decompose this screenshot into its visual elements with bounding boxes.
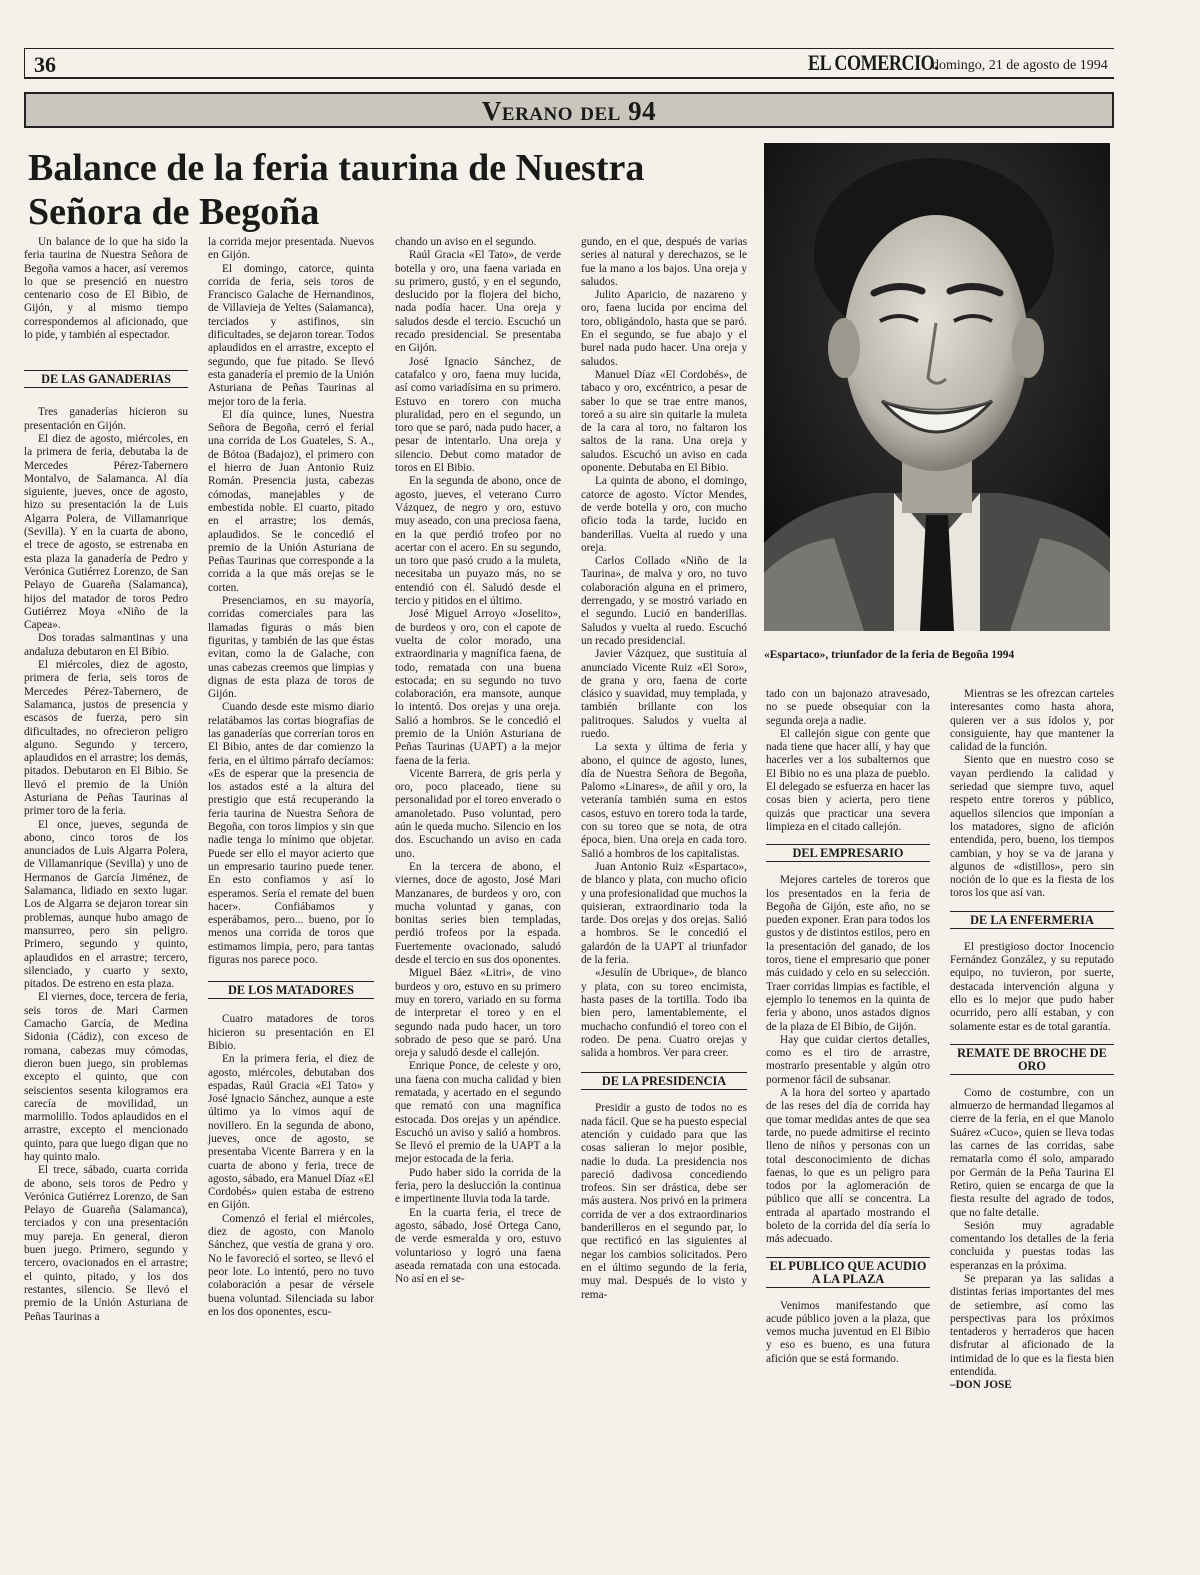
paragraph: Enrique Ponce, de celeste y oro, una faena con mucha calidad y bien rematada, y acertado en el segundo que remató con una magnífica estocada. Dos orejas y un apéndice. Escuchó un aviso y salió a hombros. Se llevó el premio de la UAPT a la mejor estocada de la feria. [395, 1060, 561, 1166]
paragraph: Siento que en nuestro coso se vayan perdiendo la calidad y seriedad que siempre tuvo, aquel respeto entre toreros y público, aquellos silencios que imponían a los matadores, signo de afición entendida, pero, bueno, los tiempos cambian, y hoy se va de jarana y algunos de «distillos», pero sin noción de lo que es la fiesta de los toros los que así van. [950, 754, 1114, 900]
paragraph: Raúl Gracia «El Tato», de verde botella y oro, una faena variada en su primero, gustó, y en el segundo, deslucido por la flojera del bicho, nada podía hacer. Una oreja y saludos desde el tercio. Escuchó un recado presidencial. Se presentaba en Gijón. [395, 249, 561, 355]
paragraph: El once, jueves, segunda de abono, cinco toros de los anunciados de Luis Algarra Polera, de Villamanrique (Sevilla) y uno de Hermanos de García Jiménez, de Salamanca, lidiado en sexto lugar. Los de Algarra se dejaron torear sin problemas, aunque hubo amago de mansurreo, pero sin peligro. Primero, segundo y quinto, aplaudidos en el arrastre; tercero, silenciado, y cuarto y sexto, pitados. De estreno en esta plaza. [24, 818, 188, 991]
paragraph: chando un aviso en el segundo. [395, 236, 537, 248]
paragraph: Presenciamos, en su mayoría, corridas comerciales para las llamadas figuras o más bien figuritas, y también de las que éstas evitan, como la de Galache, con unas cabezas creemos que limpias y dignas de esta plaza de toros de Gijón. [208, 595, 374, 701]
paragraph: Sesión muy agradable comentando los detalles de la feria concluida y puestas todas las esperanzas en la próxima. [950, 1219, 1114, 1272]
paragraph: El miércoles, diez de agosto, primera de feria, seis toros de Mercedes Pérez-Tabernero, de Salamanca, justos de presencia y escasos de fuerza, pero sin dificultades, no ofrecieron peligro alguno. Segundo y tercero, aplaudidos en el arrastre; los demás, pitados. Debutaron en El Bibio. Se llevó el premio de la Unión Asturiana de Peñas Taurinas al primer toro de la feria. [24, 659, 188, 818]
paragraph: El día quince, lunes, Nuestra Señora de Begoña, cerró el ferial una corrida de Los Guateles, S. A., de Bótoa (Badajoz), el primero con el hierro de Juan Antonio Ruiz Román. Presencia justa, cabezas cómodas, manejables y de embestida noble. El cuarto, pitado en el arrastre; los demás, aplaudidos. Se le concedió el premio de la Unión Asturiana de Peñas Taurinas que corresponde a la corrida a la que más orejas se le corten. [208, 408, 374, 594]
subheading-enfermeria: DE LA ENFERMERIA [950, 911, 1114, 929]
paragraph: Cuando desde este mismo diario relatábamos las cortas biografías de las ganaderías que correrían toros en El Bibio, antes de dar comienzo la feria, en el último párrafo decíamos: «Es de esperar que la presencia de los astados esté a la altura del prestigio que está recuperando la feria taurina de Nuestra Señora de Begoña, con toros limpios y sin que nadie tenga lo mínimo que objetar. Puede ser ello el mayor acierto que un empresario taurino puede tener. En esto confiamos y así lo esperamos. Sería el remate del buen hacer». Confiábamos y esperábamos, pero... bueno, por lo menos una corrida de toros que estimamos limpia, pero, para tantas figuras nos parece poco. [208, 701, 374, 967]
paragraph: Se preparan ya las salidas a distintas ferias importantes del mes de setiembre, así como las perspectivas para los próximos tentaderos y herraderos que hacen disfrutar al aficionado de la intimidad de lo que es la fiesta bien entendida. [950, 1272, 1114, 1379]
paragraph: El callejón sigue con gente que nada tiene que hacer allí, y hay que hacerles ver a los subalternos que El Bibio no es una plaza de pueblo. El delegado se esfuerza en hacer las cosas bien y acierta, pero tiene quizás que practicar una severa limpieza en el citado callejón. [766, 727, 930, 833]
page-number: 36 [34, 52, 56, 77]
paragraph: Vicente Barrera, de gris perla y oro, poco placeado, tiene su personalidad por el toreo enverado o amanoletado. Puso voluntad, pero aún le queda mucho. Silencio en los dos. Escuchando un aviso en cada uno. [395, 767, 561, 860]
paragraph: Un balance de lo que ha sido la feria taurina de Nuestra Señora de Begoña vamos a hacer, así veremos lo que se presenció en nuestro centenario coso de El Bibio, de Gijón, y al mismo tiempo correspondemos al aficionado, que lo pide, y también al espectador. [24, 236, 188, 342]
paragraph: En la segunda de abono, once de agosto, jueves, el veterano Curro Vázquez, de negro y oro, estuvo muy aseado, con una preciosa faena, en la que perdió trofeo por no acertar con el acero. En su segundo, un toro que pasó crudo a la muleta, necesitaba un puyazo más, no se entendió con él. Saludó desde el tercio y pitidos en el último. [395, 475, 561, 608]
paragraph: la corrida mejor presentada. Nuevos en Gijón. [208, 236, 374, 262]
section-banner: Verano del 94 [24, 92, 1114, 128]
article-column-1 [24, 236, 188, 1324]
paragraph: Pudo haber sido la corrida de la feria, pero la deslucción la continua e impertinente lluvia toda la tarde. [395, 1166, 561, 1206]
paragraph: Manuel Díaz «El Cordobés», de tabaco y oro, excéntrico, a pesar de saber lo que se trae entre manos, toreó a su aire sin quitarle la muleta de la cara al toro, no faltaron los saltos de la rana. Una oreja y saludos. Escuchó un aviso en cada oponente. Debutaba en El Bibio. [581, 368, 747, 475]
paragraph: Como de costumbre, con un almuerzo de hermandad llegamos al cierre de la feria, en el que Manolo Suárez «Cuco», quien se lleva todas las carnes de las corridas, sabe rematarla como él solo, amparado por Germán de la Peña Taurina El Retiro, quien se encarga de que la fiesta resulte del agrado de todos, que no falte detalle. [950, 1086, 1114, 1219]
article-headline: Balance de la feria taurina de Nuestra Señora de Begoña [28, 147, 645, 233]
paragraph: Javier Vázquez, que sustituía al anunciado Vicente Ruiz «El Soro», de grana y oro, faena de corte clásico y suavidad, muy templada, y también brillante con los palitroques. Saludos y vuelta al ruedo. [581, 648, 747, 740]
paragraph: Carlos Collado «Niño de la Taurina», de malva y oro, no tuvo colaboración alguna en el primero, derrengado, y se mostró variado en el segundo. Lució en banderillas. Saludos y vuelta al ruedo. Escuchó un recado presidencial. [581, 555, 747, 647]
subheading-publico: EL PUBLICO QUE ACUDIO A LA PLAZA [766, 1257, 930, 1288]
subheading-ganaderias: DE LAS GANADERIAS [24, 370, 188, 388]
paragraph: El domingo, catorce, quinta corrida de feria, seis toros de Francisco Galache de Hernandinos, de Villavieja de Yeltes (Salamanca), terciados y astifinos, sin dificultades, se dejaron torear. Todos aplaudidos en el arrastre, excepto el segundo, que fue pitado. Se llevó esta ganadería el premio de la Unión Asturiana de Peñas Taurinas al mejor toro de la feria. [208, 262, 374, 408]
subheading-presidencia: DE LA PRESIDENCIA [581, 1072, 747, 1090]
paragraph: Mientras se les ofrezcan carteles interesantes como hasta ahora, quieren ver a sus ídolos y, por consiguiente, hay que mantener la calidad de la función. [950, 688, 1114, 754]
matador-portrait-image [764, 143, 1110, 631]
issue-date: domingo, 21 de agosto de 1994 [932, 58, 1108, 73]
subheading-empresario: DEL EMPRESARIO [766, 844, 930, 862]
paragraph: El diez de agosto, miércoles, en la primera de feria, debutaba la de Mercedes Pérez-Tabernero Montalvo, de Salamanca. Al día siguiente, jueves, once de agosto, hizo su presentación la de Luis Algarra Polera, de Villamanrique (Sevilla). Y en la cuarta de abono, el trece de agosto, se estrenaba en esta plaza la ganadería de Pedro y Verónica Gutiérrez Lorenzo, de San Pelayo de Guareña (Salamanca), hijos del matador de toros Pedro Gutiérrez Moya «Niño de la Capea». [24, 432, 188, 632]
paragraph: Julito Aparicio, de nazareno y oro, faena lucida por encima del toro, obligándolo, hasta que se paró. En el segundo, se fue abajo y el burel nada pudo hacer. Una oreja y saludos. [581, 289, 747, 368]
author-signature: –DON JOSE [950, 1379, 1012, 1392]
article-column-6 [950, 688, 1114, 1393]
paragraph: Tres ganaderías hicieron su presentación en Gijón. [24, 406, 188, 432]
photo-caption: «Espartaco», triunfador de la feria de Begoña 1994 [764, 649, 1015, 661]
article-column-2 [208, 236, 374, 1319]
paragraph: Dos toradas salmantinas y una andaluza debutaron en El Bibio. [24, 632, 188, 658]
paragraph: En la tercera de abono, el viernes, doce de agosto, José Mari Manzanares, de burdeos y oro, con mucha voluntad y ganas, con bonitas series bien templadas, perdió trofeos por la espada. Fuertemente ovacionado, saludó desde el tercio en sus dos oponentes. [395, 860, 561, 967]
paragraph: La sexta y última de feria y abono, el quince de agosto, lunes, día de Nuestra Señora de Begoña, Palomo «Linares», de añil y oro, la veteranía también suma en estos casos, estuvo en torero toda la tarde, con su toreo que se nota, de otra época, bien. Una oreja en cada toro. Salió a hombros de los capitalistas. [581, 741, 747, 860]
paragraph: El viernes, doce, tercera de feria, seis toros de Mari Carmen Camacho García, de Medina Sidonia (Cádiz), con exceso de romana, cabezas muy cómodas, dieron buen juego, sin problemas excepto el quinto, que con seiscientos sesenta kilogramos era carecía de movilidad, un marmolillo. Todos aplaudidos en el arrastre, excepto el mencionado quinto, para que luego digan que no hay quinto malo. [24, 991, 188, 1163]
paragraph: gundo, en el que, después de varias series al natural y derechazos, se le fue la mano a los bajos. Una oreja y saludos. [581, 236, 747, 288]
paragraph: El prestigioso doctor Inocencio Fernández González, y su reputado equipo, no tuvieron, por suerte, destacada intervención alguna y ello es lo mejor que pudo haber ocurrido, pero allí estaban, y con solamente estar es de total garantía. [950, 940, 1114, 1033]
portrait-photo [764, 143, 1110, 631]
subheading-remate: REMATE DE BROCHE DE ORO [950, 1044, 1114, 1075]
article-column-3 [395, 236, 561, 1286]
paragraph: A la hora del sorteo y apartado de las reses del día de corrida hay que tomar medidas antes de que sea tarde, no puede admitirse el recinto lleno de niños y personas con un total desconocimiento de dichas faenas, lo que es un peligro para todos por la aglomeración de público que allí se concentra. La entrada al apartado mostrando el boleto de la corrida del día sería lo más adecuado. [766, 1087, 930, 1246]
paragraph: Presidir a gusto de todos no es nada fácil. Que se ha puesto especial atención y cuidado para que las cosas salieran lo mejor posible, nadie lo duda. La presidencia nos pareció dadivosa concediendo trofeos. Sin ser drástica, debe ser más austera. Nos privó en la primera corrida de ver a dos extraordinarios banderilleros en el segundo par, lo que rectificó en las siguientes al negar los cambios solicitados. Pero en el último segundo de la feria, muy mal. Después de lo visto y rema- [581, 1102, 747, 1301]
paragraph: En la cuarta feria, el trece de agosto, sábado, José Ortega Cano, de verde esmeralda y oro, estuvo voluntarioso y logró una faena aseada rematada con una estocada. No así en el se- [395, 1206, 561, 1286]
newspaper-masthead: EL COMERCIO. [808, 50, 939, 75]
article-column-4 [581, 236, 747, 1302]
paragraph: Juan Antonio Ruiz «Espartaco», de blanco y plata, con mucho oficio y una profesionalidad que muchos la quisieran, extraordinario toda la tarde. Dos orejas y dos orejas. Salió a hombros. Se le concedió el galardón de la UAPT al triunfador de la feria. [581, 860, 747, 967]
paragraph: «Jesulín de Ubrique», de blanco y plata, con su toreo encimista, hasta pases de la tortilla. Todo iba bien pero, lamentablemente, el muchacho confundió el toreo con el rodeo. De pena. Cuatro orejas y salida a hombros. Ver para creer. [581, 967, 747, 1060]
paragraph: Mejores carteles de toreros que los presentados en la feria de Begoña de Gijón, este año, no se pueden exponer. Eran para todos los gustos y de distintos estilos, pero en la presentación del ganado, de los toros, tiene el empresario que poner más cuidado y celo en su selección. Traer corridas limpias es factible, el ejemplo lo tenemos en la quinta de feria y abono, unos astados dignos de la plaza de El Bibio, de Gijón. [766, 874, 930, 1033]
paragraph: En la primera feria, el diez de agosto, miércoles, debutaban dos espadas, Raúl Gracia «El Tato» y José Ignacio Sánchez, aunque a este último ya lo vimos aquí de novillero. En la segunda de abono, jueves, once de agosto, se presentaba Vicente Barrera y en la cuarta de abono y feria, trece de agosto, sábado, era Manuel Díaz «El Cordobés» quien estaba de estreno en Gijón. [208, 1053, 374, 1212]
paragraph: tado con un bajonazo atravesado, no se puede obsequiar con la segunda oreja a nadie. [766, 688, 930, 727]
paragraph: Hay que cuidar ciertos detalles, como es el tiro de arrastre, mostrarlo presentable y algún otro pormenor fácil de subsanar. [766, 1033, 930, 1086]
paragraph: José Ignacio Sánchez, de catafalco y oro, faena muy lucida, así como variadísima en su primero. Estuvo en torero con mucha pluralidad, pero en el segundo, un toro que se paró, nada pudo hacer, a pesar de intentarlo. Una oreja y silencio. Debut como matador de toros en El Bibio. [395, 355, 561, 475]
subheading-matadores: DE LOS MATADORES [208, 981, 374, 999]
paragraph: Cuatro matadores de toros hicieron su presentación en El Bibio. [208, 1013, 374, 1052]
paragraph: Venimos manifestando que acude público joven a la plaza, que vemos mucha juventud en El Bibio y eso es bueno, es una futura afición que se está formando. [766, 1299, 930, 1365]
paragraph: José Miguel Arroyo «Joselito», de burdeos y oro, con el capote de vuelta de color morado, una extraordinaria y magnífica faena, de todo, rematada con una buena estocada; en su segundo no tuvo colaboración, era mansote, aunque lo intentó. Dos orejas y una oreja. Salió a hombros. Se le concedió el premio de la Unión Asturiana de Peñas Taurinas (UAPT) a la mejor faena de la feria. [395, 608, 561, 767]
paragraph: La quinta de abono, el domingo, catorce de agosto. Víctor Mendes, de verde botella y oro, con mucho oficio toda la tarde, lucido en banderillas. Vuelta al ruedo y una oreja. [581, 475, 747, 554]
paragraph: El trece, sábado, cuarta corrida de abono, seis toros de Pedro y Verónica Gutiérrez Lorenzo, de San Pelayo de Guareña (Salamanca), terciados y con una presentación muy pareja. En general, dieron buen juego. Primero, segundo y tercero, ovacionados en el arrastre; el quinto, pitado, y los dos restantes, silencio. Se llevó el premio de la Unión Asturiana de Peñas Taurinas a [24, 1164, 188, 1323]
paragraph: Miguel Báez «Litri», de vino burdeos y oro, estuvo en su primero muy en torero, variado en su forma de interpretar el toreo y en el segundo nada pudo hacer, un toro sobrado de peso que se paró. Una oreja y saludó desde el callejón. [395, 967, 561, 1060]
article-column-5 [766, 688, 930, 1366]
paragraph: Comenzó el ferial el miércoles, diez de agosto, con Manolo Sánchez, que vestía de grana y oro. No le favoreció el sorteo, se llevó el peor lote. Lo intentó, pero no tuvo colaboración a pesar de vérsele buena voluntad. Silenciada su labor en los dos oponentes, escu- [208, 1212, 374, 1318]
